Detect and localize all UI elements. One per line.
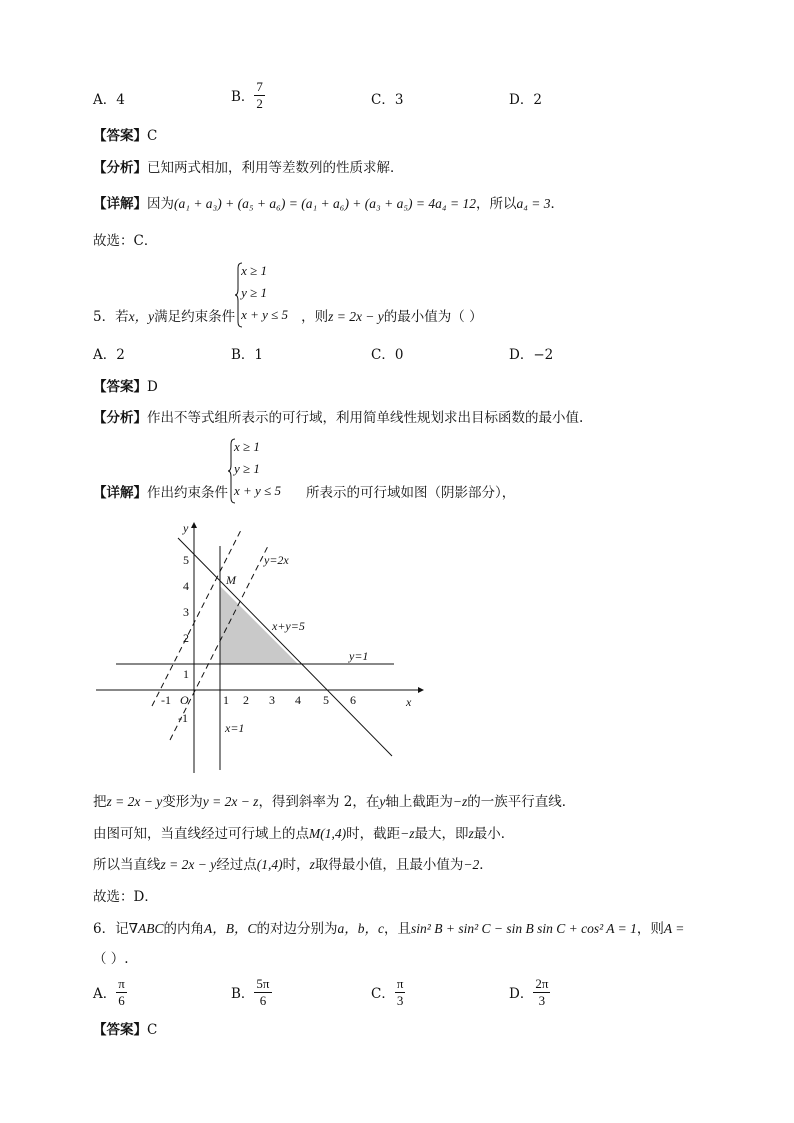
x-tick-label: 1 [223, 693, 229, 707]
q6-choice-d-fraction: $\frac{2\pi}{3}$ [535, 976, 549, 1008]
q5-graph-reasoning: 由图可知，当直线经过可行域上的点M(1,4)时，截距−z最大，即z最小． [93, 826, 515, 842]
x-tick-label: 2 [243, 693, 249, 707]
label-x-plus-y-equals-5: x+y=5 [272, 619, 305, 633]
q5-detail: 【详解】作出约束条件 x ≥ 1 y ≥ 1 x + y ≤ 5 所表示的可行域如图（阴影部分）， [93, 438, 515, 504]
x-tick-label: 6 [350, 693, 356, 707]
line-x-plus-y-equals-5 [178, 538, 392, 756]
y-tick-label: 2 [183, 631, 189, 645]
q5-constraint-system: x ≥ 1 y ≥ 1 x + y ≤ 5 [235, 262, 301, 328]
q4-analysis: 【分析】已知两式相加，利用等差数列的性质求解． [93, 160, 404, 176]
q5-choice-d: D．−2 [509, 347, 554, 363]
q6-choice-b-fraction: $\frac{5\pi}{6}$ [256, 976, 270, 1008]
graph-x-label: x [406, 695, 412, 709]
y-tick-label: 1 [183, 667, 189, 681]
feasible-region-graph [92, 518, 432, 778]
q5-analysis: 【分析】作出不等式组所表示的可行域，利用简单线性规划求出目标函数的最小值. [93, 410, 584, 426]
q4-choice-c: C．3 [371, 92, 404, 108]
q6-choice-a-fraction: $\frac{\pi}{6}$ [118, 976, 125, 1008]
y-tick-label: -1 [178, 711, 188, 725]
x-tick-label: -1 [161, 693, 171, 707]
q5-choice-b: B．1 [231, 347, 264, 363]
q5-stem: 5．若x，y满足约束条件 x ≥ 1 y ≥ 1 x + y ≤ 5 ，则z = 2x − y的最小值为（ ） [93, 262, 483, 330]
q6-stem-blank: （ ）. [93, 951, 129, 967]
y-tick-label: 3 [183, 605, 189, 619]
x-tick-label: 5 [323, 693, 329, 707]
q6-choice-c-fraction: $\frac{\pi}{3}$ [396, 976, 404, 1008]
q4-choice-b: B． $\frac{7}{2}$ [231, 79, 263, 111]
q4-choice-b-fraction: $\frac{7}{2}$ [256, 79, 263, 111]
label-y-equals-1: y=1 [349, 649, 369, 663]
q6-stem: 6．记∇ABC的内角A，B，C的对边分别为a，b，c，且sin² B + sin² C − sin B sin C + cos² A = 1，则A = [93, 921, 685, 937]
graph-origin-label: O [180, 693, 189, 707]
q4-answer: 【答案】C [93, 128, 158, 144]
q5-conclusion: 故选：D． [93, 889, 158, 905]
q6-answer: 【答案】C [93, 1022, 158, 1038]
q6-choice-d: D． $\frac{2\pi}{3}$ [509, 976, 549, 1008]
x-tick-label: 3 [269, 693, 275, 707]
label-point-M: M [226, 573, 236, 587]
q4-conclusion: 故选：C． [93, 233, 158, 249]
q6-choice-c: C． $\frac{\pi}{3}$ [371, 976, 404, 1008]
q4-choice-a: A．4 [93, 92, 125, 108]
y-tick-label: 5 [183, 553, 189, 567]
q4-detail: 【详解】因为(a₁ + a₃) + (a₅ + a₆) = (a₁ + a₆) + (a₃ + a₅) = 4a₄ = 12，所以a₄ = 3． [93, 196, 565, 212]
q5-detail-constraint-system: x ≥ 1 y ≥ 1 x + y ≤ 5 [228, 438, 294, 504]
q5-answer: 【答案】D [93, 379, 158, 395]
label-y-equals-2x: y=2x [264, 553, 289, 567]
q5-min-value: 所以当直线z = 2x − y经过点(1,4)时，z取得最小值，且最小值为−2． [93, 857, 493, 873]
y-tick-label: 4 [183, 579, 189, 593]
x-tick-label: 4 [295, 693, 301, 707]
q5-choice-c: C．0 [371, 347, 404, 363]
label-x-equals-1: x=1 [225, 721, 245, 735]
q5-transform-line: 把z = 2x − y变形为y = 2x − z，得到斜率为 2，在y轴上截距为−z的一族平行直线． [93, 794, 576, 810]
x-axis-arrow-icon [418, 687, 424, 693]
q5-choice-a: A．2 [93, 347, 125, 363]
graph-y-label: y [183, 521, 189, 535]
q4-choice-d: D．2 [509, 92, 542, 108]
q6-choice-a: A． $\frac{\pi}{6}$ [93, 976, 125, 1008]
y-axis-arrow-icon [191, 522, 197, 528]
q6-choice-b: B． $\frac{5\pi}{6}$ [231, 976, 270, 1008]
